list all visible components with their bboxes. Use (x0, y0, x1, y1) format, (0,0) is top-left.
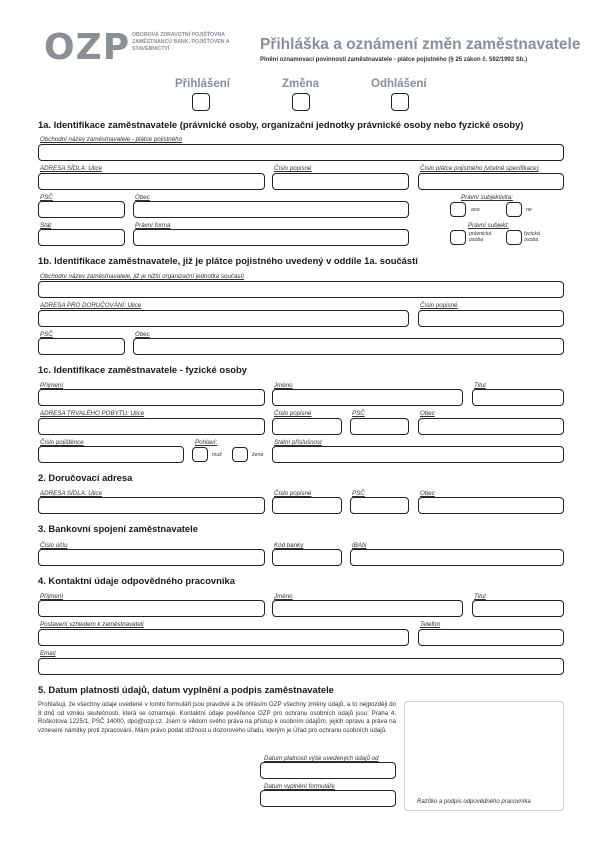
logo-text: OBOROVÁ ZDRAVOTNÍ POJIŠŤOVNA ZAMĚSTNANCŮ BANK, POJIŠŤOVEN A STAVEBNICTVÍ (132, 32, 230, 52)
1a-fyzicka-osoba-checkbox[interactable] (506, 230, 522, 245)
2-obec-input[interactable] (418, 497, 564, 514)
4-titul-label: Titul (474, 593, 486, 600)
section-1b-title: 1b. Identifikace zaměstnavatele, již je plátce pojistného uvedený v oddíle 1a. součástí (38, 255, 418, 266)
1c-cislo-pojistence-input[interactable] (38, 446, 184, 463)
1c-cislo-popisne-input[interactable] (272, 418, 342, 435)
1b-cislo-popisne-input[interactable] (418, 310, 564, 327)
form-title: Přihláška a oznámení změn zaměstnavatele (260, 36, 581, 53)
section-2-title: 2. Doručovací adresa (38, 472, 133, 483)
5-datum-platnosti-input[interactable] (260, 762, 396, 779)
1c-obec-input[interactable] (418, 418, 564, 435)
3-iban-input[interactable] (350, 549, 564, 566)
1a-psc-label: PSČ (40, 194, 53, 201)
4-jmeno-input[interactable] (272, 600, 463, 617)
1c-psc-label: PSČ (352, 410, 365, 417)
prihlaseni-label: Přihlášení (175, 78, 230, 90)
1a-ano-label: ano (471, 207, 480, 213)
1c-prijmeni-label: Příjmení (40, 382, 64, 389)
1c-statni-prislusnost-label: Státní příslušnost (274, 439, 322, 446)
section-4-title: 4. Kontaktní údaje odpovědného pracovníka (38, 575, 235, 586)
2-psc-label: PSČ (352, 490, 365, 497)
1a-cislo-platce-input[interactable] (418, 173, 564, 190)
1c-titul-input[interactable] (472, 389, 564, 406)
4-postaveni-input[interactable] (38, 629, 409, 646)
1c-prijmeni-input[interactable] (38, 389, 265, 406)
1a-stat-input[interactable] (38, 229, 125, 246)
1c-zena-checkbox[interactable] (232, 447, 248, 462)
1b-cislo-popisne-label: Číslo popisné (420, 302, 458, 309)
3-cislo-uctu-label: Číslo účtu (40, 542, 68, 549)
prihlaseni-checkbox[interactable] (192, 93, 210, 111)
1a-obchodni-nazev-label: Obchodní název zaměstnavatele - plátce pojistného (40, 136, 183, 143)
1a-cislo-popisne-label: Číslo popisné (274, 165, 312, 172)
1c-muz-checkbox[interactable] (192, 447, 208, 462)
5-datum-vyplneni-label: Datum vyplnění formuláře (264, 783, 335, 790)
2-ulice-label: ADRESA SÍDLA: Ulice (40, 490, 103, 497)
4-prijmeni-label: Příjmení (40, 593, 64, 600)
1a-ulice-label: ADRESA SÍDLA: Ulice (40, 165, 103, 172)
2-cislo-popisne-input[interactable] (272, 497, 342, 514)
1a-pravnicka-osoba-label: právnická osoba (469, 231, 492, 243)
5-datum-vyplneni-input[interactable] (260, 790, 396, 807)
1c-pohlavi-label: Pohlaví: (195, 439, 218, 446)
1b-psc-label: PSČ (40, 331, 53, 338)
1c-muz-label: muž (212, 452, 222, 458)
3-kod-banky-input[interactable] (272, 549, 342, 566)
1b-obec-input[interactable] (133, 338, 564, 355)
2-psc-input[interactable] (350, 497, 409, 514)
zmena-label: Změna (282, 78, 320, 90)
odhlaseni-label: Odhlášení (371, 78, 427, 90)
ozp-logo: OZP (44, 27, 131, 68)
zmena-checkbox[interactable] (292, 93, 310, 111)
5-razitko-label: Razítko a podpis odpovědného pracovníka (417, 799, 531, 805)
1c-statni-prislusnost-input[interactable] (272, 446, 564, 463)
1a-cislo-popisne-input[interactable] (272, 173, 409, 190)
declaration-paragraph: Prohlašuji, že všechny údaje uvedené v tomto formuláři jsou pravdivé a že ohlásím OZP všechny změny údajů, a to nejpozději do 8 dnů od vzniku skutečnosti, která se oznamuje. Kontaktní údaje pověřence OZP pro ochranu osobních údajů jsou: Praha 4, Roškotova 1225/1, PSČ 14000, dpo@ozp.cz. Jsem si vědom svého práva na přístup k osobním údajům, jejich opravu a práva na vznesení námitky proti zpracování. Mám právo podat stížnost u dozorového úřadu, kterým je Úřad pro ochranu osobních údajů. (38, 701, 396, 734)
5-datum-platnosti-label: Datum platnosti výše uvedených údajů od (264, 755, 379, 762)
4-telefon-input[interactable] (418, 629, 564, 646)
1c-titul-label: Titul (474, 382, 486, 389)
1c-ulice-label: ADRESA TRVALÉHO POBYTU: Ulice (40, 410, 145, 417)
1c-cislo-pojistence-label: Číslo pojištěnce (40, 439, 84, 446)
odhlaseni-checkbox[interactable] (391, 93, 409, 111)
section-1a-title: 1a. Identifikace zaměstnavatele (právnické osoby, organizační jednotky právnické osoby nebo fyzické osoby) (38, 119, 524, 130)
1b-obec-label: Obec (135, 331, 150, 338)
1c-psc-input[interactable] (350, 418, 409, 435)
1c-jmeno-input[interactable] (272, 389, 463, 406)
1a-ulice-input[interactable] (38, 173, 265, 190)
form-subtitle: Plnění oznamovací povinnosti zaměstnavatele - plátce pojistného (§ 25 zákon č. 592/1992 Sb.) (260, 57, 528, 63)
section-5-title: 5. Datum platnosti údajů, datum vyplnění a podpis zaměstnavatele (38, 684, 334, 695)
1b-obchodni-nazev-input[interactable] (38, 281, 564, 298)
1c-zena-label: žena (252, 452, 264, 458)
1a-subjektivita-ne-checkbox[interactable] (506, 202, 522, 217)
3-iban-label: IBAN (352, 542, 367, 549)
4-telefon-label: Telefon (420, 621, 441, 628)
1b-ulice-label: ADRESA PRO DORUČOVÁNÍ: Ulice (40, 302, 142, 309)
4-prijmeni-input[interactable] (38, 600, 265, 617)
1a-obec-input[interactable] (133, 201, 409, 218)
1b-ulice-input[interactable] (38, 310, 409, 327)
1a-obchodni-nazev-input[interactable] (38, 144, 564, 161)
1a-cislo-platce-label: Číslo plátce pojistného (včetně specifikace) (420, 165, 539, 172)
1a-psc-input[interactable] (38, 201, 125, 218)
1a-pravni-forma-label: Právní forma (135, 222, 171, 229)
1a-pravni-subjektivita-label: Právní subjektivita: (461, 194, 513, 201)
1a-subjektivita-ano-checkbox[interactable] (450, 202, 466, 217)
4-jmeno-label: Jméno (274, 593, 293, 600)
2-obec-label: Obec (420, 490, 435, 497)
1b-psc-input[interactable] (38, 338, 125, 355)
section-1c-title: 1c. Identifikace zaměstnavatele - fyzické osoby (38, 364, 247, 375)
3-kod-banky-label: Kód banky (274, 542, 304, 549)
1c-ulice-input[interactable] (38, 418, 265, 435)
4-email-input[interactable] (38, 658, 564, 675)
1a-fyzicka-osoba-label: fyzická osoba (524, 231, 540, 243)
3-cislo-uctu-input[interactable] (38, 549, 265, 566)
1a-pravnicka-osoba-checkbox[interactable] (450, 230, 466, 245)
section-3-title: 3. Bankovní spojení zaměstnavatele (38, 523, 198, 534)
4-email-label: Email (40, 650, 56, 657)
2-ulice-input[interactable] (38, 497, 265, 514)
1a-ne-label: ne (526, 207, 532, 213)
4-postaveni-label: Postavení vzhledem k zaměstnavateli (40, 621, 144, 628)
1c-cislo-popisne-label: Číslo popisné (274, 410, 312, 417)
1a-obec-label: Obec (135, 194, 150, 201)
1b-obchodni-nazev-label: Obchodní název zaměstnavatele, již je nižší organizační jednotka součástí (40, 273, 244, 280)
1a-pravni-forma-input[interactable] (133, 229, 409, 246)
4-titul-input[interactable] (472, 600, 564, 617)
1c-obec-label: Obec (420, 410, 435, 417)
1a-stat-label: Stát (40, 222, 52, 229)
2-cislo-popisne-label: Číslo popisné (274, 490, 312, 497)
1a-pravni-subjekt-label: Právní subjekt: (468, 222, 509, 229)
1c-jmeno-label: Jméno (274, 382, 293, 389)
signature-stamp-box[interactable] (404, 701, 564, 811)
